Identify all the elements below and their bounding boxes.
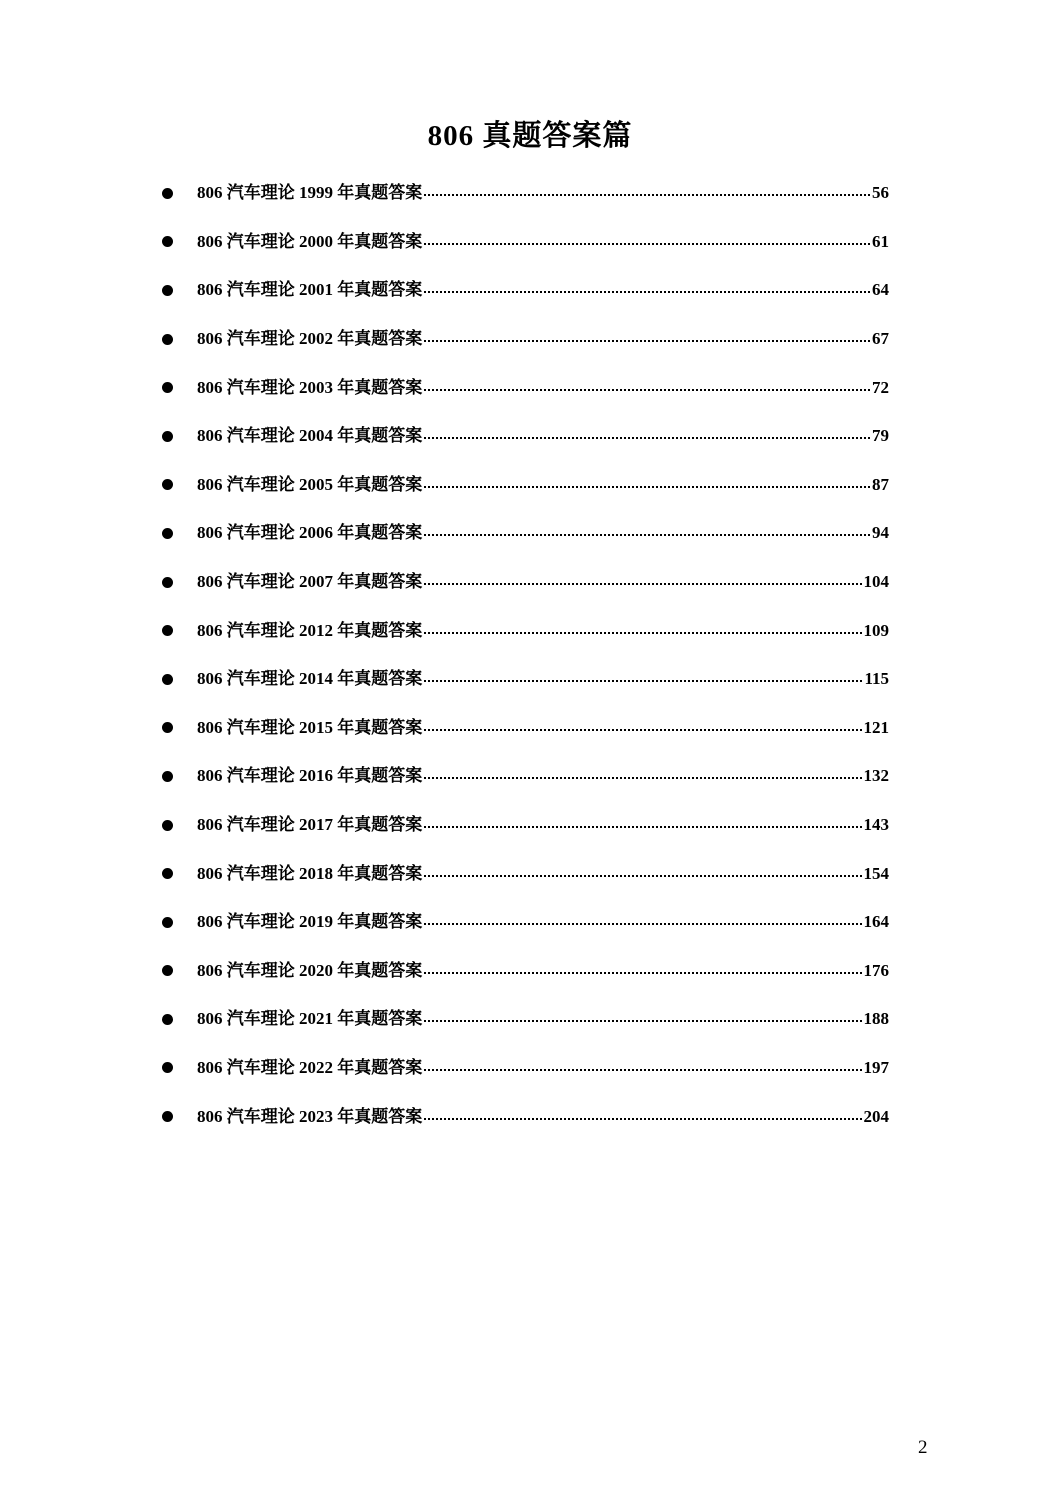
bullet-icon	[162, 285, 173, 296]
toc-entry[interactable]	[157, 169, 889, 218]
dot-leader	[424, 729, 861, 731]
toc-entry-page: 61	[872, 231, 889, 251]
toc-entry[interactable]	[157, 1092, 889, 1141]
toc-entry[interactable]	[157, 363, 889, 412]
dot-leader	[424, 340, 870, 342]
toc-entry-page: 67	[872, 329, 889, 349]
toc-entry-label: 806 汽车理论 2000 年真题答案	[197, 231, 423, 251]
dot-leader	[424, 632, 861, 634]
toc-entry[interactable]	[157, 849, 889, 898]
toc-entry-page: 188	[863, 1009, 889, 1029]
toc-entry-page: 56	[872, 183, 889, 203]
dot-leader	[424, 972, 861, 974]
bullet-icon	[162, 771, 173, 782]
toc-entry-label: 806 汽车理论 2007 年真题答案	[197, 572, 423, 592]
table-of-contents	[157, 169, 889, 1141]
bullet-icon	[162, 382, 173, 393]
toc-entry[interactable]	[157, 898, 889, 947]
bullet-icon	[162, 236, 173, 247]
toc-entry-page: 109	[863, 620, 889, 640]
toc-entry-page: 132	[863, 766, 889, 786]
dot-leader	[424, 923, 861, 925]
toc-entry-label: 806 汽车理论 2014 年真题答案	[197, 669, 423, 689]
dot-leader	[424, 1020, 861, 1022]
toc-entry[interactable]	[157, 266, 889, 315]
bullet-icon	[162, 820, 173, 831]
dot-leader	[424, 826, 861, 828]
page-number: 2	[918, 1437, 928, 1458]
bullet-icon	[162, 334, 173, 345]
toc-entry-label: 806 汽车理论 2020 年真题答案	[197, 960, 423, 980]
toc-entry[interactable]	[157, 606, 889, 655]
bullet-icon	[162, 625, 173, 636]
toc-entry-page: 197	[863, 1057, 889, 1077]
dot-leader	[424, 291, 870, 293]
bullet-icon	[162, 1014, 173, 1025]
toc-entry-page: 204	[863, 1106, 889, 1126]
toc-entry[interactable]	[157, 509, 889, 558]
toc-entry-label: 806 汽车理论 2003 年真题答案	[197, 377, 423, 397]
toc-entry-label: 806 汽车理论 2017 年真题答案	[197, 815, 423, 835]
toc-entry-page: 176	[863, 960, 889, 980]
toc-entry-page: 72	[872, 377, 889, 397]
toc-entry[interactable]	[157, 461, 889, 510]
bullet-icon	[162, 431, 173, 442]
toc-entry-label: 806 汽车理论 2015 年真题答案	[197, 717, 423, 737]
dot-leader	[424, 583, 861, 585]
bullet-icon	[162, 965, 173, 976]
dot-leader	[424, 243, 870, 245]
toc-entry-label: 806 汽车理论 2021 年真题答案	[197, 1009, 423, 1029]
dot-leader	[424, 777, 861, 779]
dot-leader	[424, 437, 870, 439]
toc-entry[interactable]	[157, 655, 889, 704]
bullet-icon	[162, 479, 173, 490]
toc-entry-label: 806 汽车理论 2016 年真题答案	[197, 766, 423, 786]
bullet-icon	[162, 188, 173, 199]
bullet-icon	[162, 868, 173, 879]
toc-entry[interactable]	[157, 752, 889, 801]
toc-entry[interactable]	[157, 1044, 889, 1093]
dot-leader	[424, 680, 862, 682]
toc-entry-label: 806 汽车理论 2001 年真题答案	[197, 280, 423, 300]
toc-entry-page: 87	[872, 474, 889, 494]
toc-entry-label: 806 汽车理论 2022 年真题答案	[197, 1057, 423, 1077]
bullet-icon	[162, 722, 173, 733]
toc-entry-page: 143	[863, 815, 889, 835]
toc-entry-page: 115	[864, 669, 889, 689]
toc-entry[interactable]	[157, 218, 889, 267]
bullet-icon	[162, 528, 173, 539]
bullet-icon	[162, 1111, 173, 1122]
toc-entry-page: 79	[872, 426, 889, 446]
toc-entry-label: 806 汽车理论 2012 年真题答案	[197, 620, 423, 640]
toc-entry-page: 164	[863, 912, 889, 932]
toc-entry-label: 806 汽车理论 1999 年真题答案	[197, 183, 423, 203]
toc-entry-page: 104	[863, 572, 889, 592]
bullet-icon	[162, 1062, 173, 1073]
toc-entry[interactable]	[157, 995, 889, 1044]
dot-leader	[424, 194, 870, 196]
toc-entry[interactable]	[157, 704, 889, 753]
toc-entry[interactable]	[157, 412, 889, 461]
toc-entry[interactable]	[157, 558, 889, 607]
dot-leader	[424, 486, 870, 488]
toc-entry-label: 806 汽车理论 2006 年真题答案	[197, 523, 423, 543]
toc-entry-page: 154	[863, 863, 889, 883]
bullet-icon	[162, 917, 173, 928]
toc-entry-page: 94	[872, 523, 889, 543]
bullet-icon	[162, 577, 173, 588]
dot-leader	[424, 1118, 861, 1120]
page-title: 806 真题答案篇	[427, 120, 633, 152]
toc-entry-label: 806 汽车理论 2023 年真题答案	[197, 1106, 423, 1126]
toc-entry[interactable]	[157, 947, 889, 996]
toc-entry-label: 806 汽车理论 2004 年真题答案	[197, 426, 423, 446]
toc-entry-page: 64	[872, 280, 889, 300]
toc-entry-label: 806 汽车理论 2018 年真题答案	[197, 863, 423, 883]
toc-entry[interactable]	[157, 801, 889, 850]
dot-leader	[424, 875, 861, 877]
toc-entry-page: 121	[863, 717, 889, 737]
toc-entry[interactable]	[157, 315, 889, 364]
toc-entry-label: 806 汽车理论 2002 年真题答案	[197, 329, 423, 349]
dot-leader	[424, 1069, 861, 1071]
dot-leader	[424, 534, 870, 536]
bullet-icon	[162, 674, 173, 685]
toc-entry-label: 806 汽车理论 2019 年真题答案	[197, 912, 423, 932]
dot-leader	[424, 389, 870, 391]
toc-entry-label: 806 汽车理论 2005 年真题答案	[197, 474, 423, 494]
